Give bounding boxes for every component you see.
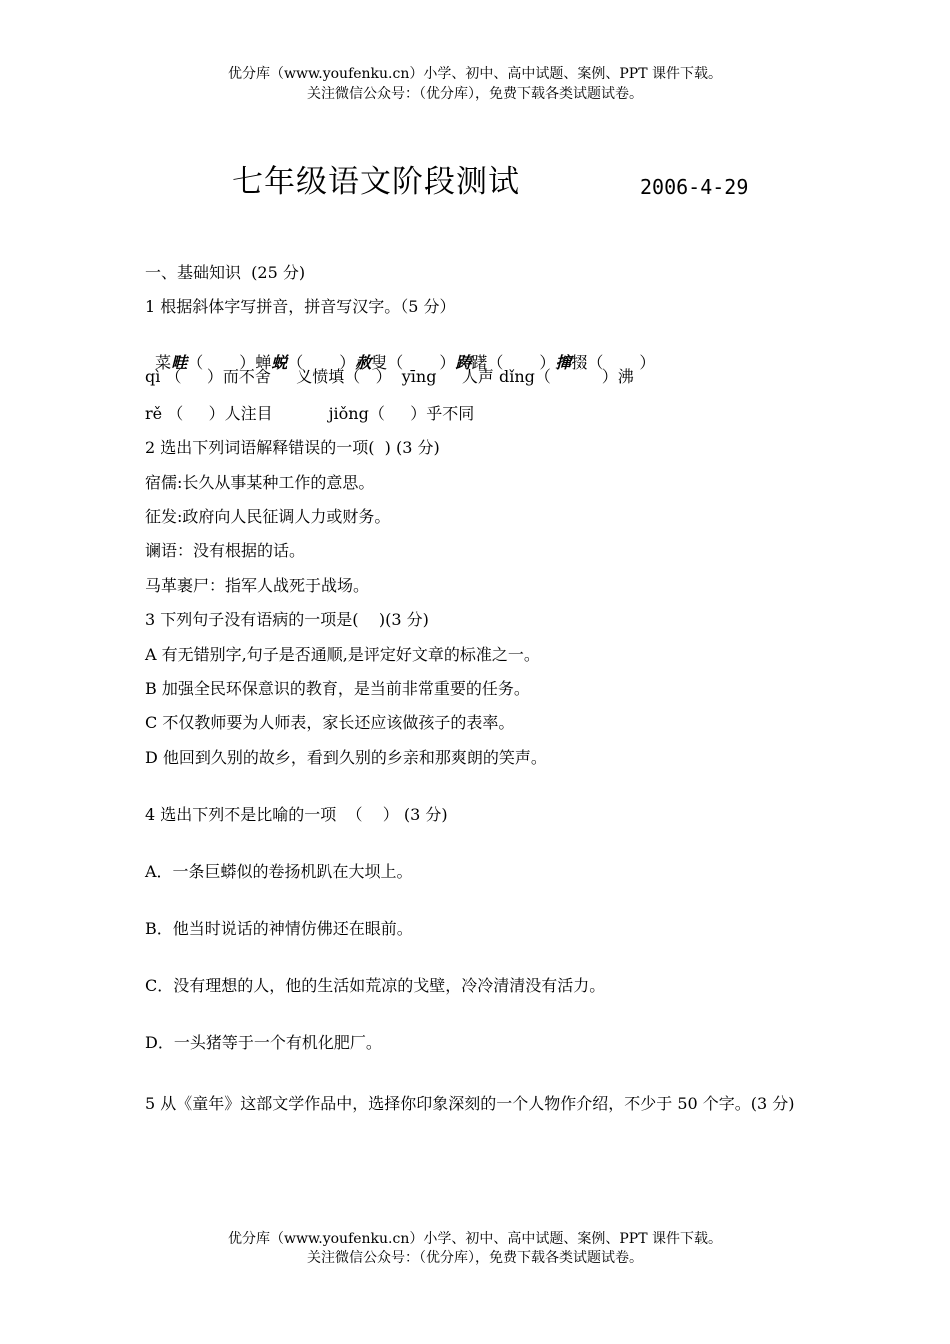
footer-line-1: 优分库（www.youfenku.cn）小学、初中、高中试题、案例、PPT 课件下载。 <box>227 1231 722 1247</box>
q1-row3: rě （ ）人注目 jiǒng（ ）乎不同 <box>145 404 475 423</box>
q2-option: 马革裹尸：指军人战死于战场。 <box>145 576 370 595</box>
test-date: 2006-4-29 <box>640 175 749 199</box>
q4-stem: 4 选出下列不是比喻的一项 （ ） (3 分) <box>145 805 448 824</box>
q3-stem: 3 下列句子没有语病的一项是( )(3 分) <box>145 610 429 629</box>
q1-item-4: ）踌躇（ <box>439 353 504 372</box>
header-line-2: 关注微信公众号：（优分库），免费下载各类试题试卷。 <box>307 86 643 102</box>
q4-option-a: A．一条巨蟒似的卷扬机趴在大坝上。 <box>145 862 413 881</box>
q1-row2: qì （ ）而不舍 义愤填（ ） yīng 人声 dǐng（ ）沸 <box>145 367 634 386</box>
q1-item-1: 菜畦（ <box>155 353 204 372</box>
q1-item-6: ） <box>639 353 656 372</box>
q1-item-5: ）撺掇（ <box>539 353 604 372</box>
q4-option-c: C．没有理想的人，他的生活如荒凉的戈壁，冷冷清清没有活力。 <box>145 976 606 995</box>
q3-option-b: B 加强全民环保意识的教育，是当前非常重要的任务。 <box>145 679 530 698</box>
q2-stem: 2 选出下列词语解释错误的一项( ) (3 分) <box>145 438 440 457</box>
footer-line-2: 关注微信公众号：（优分库），免费下载各类试题试卷。 <box>307 1250 643 1266</box>
q2-option: 征发:政府向人民征调人力或财务。 <box>145 507 391 526</box>
q3-option-a: A 有无错别字,句子是否通顺,是评定好文章的标准之一。 <box>145 645 540 664</box>
section-heading: 一、基础知识 (25 分) <box>145 263 306 282</box>
q5-stem: 5 从《童年》这部文学作品中，选择你印象深刻的一个人物作介绍，不少于 50 个字。(3 分) <box>145 1094 795 1113</box>
q1-item-2: ）蝉蜕（ <box>239 353 304 372</box>
header-line-1: 优分库（www.youfenku.cn）小学、初中、高中试题、案例、PPT 课件下载。 <box>227 66 722 82</box>
q3-option-d: D 他回到久别的故乡，看到久别的乡亲和那爽朗的笑声。 <box>145 748 547 767</box>
q4-option-b: B．他当时说话的神情仿佛还在眼前。 <box>145 919 413 938</box>
q1-stem: 1 根据斜体字写拼音，拼音写汉字。（5 分） <box>145 297 456 316</box>
q2-option: 谰语：没有根据的话。 <box>145 541 306 560</box>
q1-item-3: ）赦叟（ <box>339 353 404 372</box>
page-title: 七年级语文阶段测试 <box>232 164 520 200</box>
q2-option: 宿儒:长久从事某种工作的意思。 <box>145 473 375 492</box>
q3-option-c: C 不仅教师要为人师表，家长还应该做孩子的表率。 <box>145 713 515 732</box>
q4-option-d: D．一头猪等于一个有机化肥厂。 <box>145 1033 382 1052</box>
